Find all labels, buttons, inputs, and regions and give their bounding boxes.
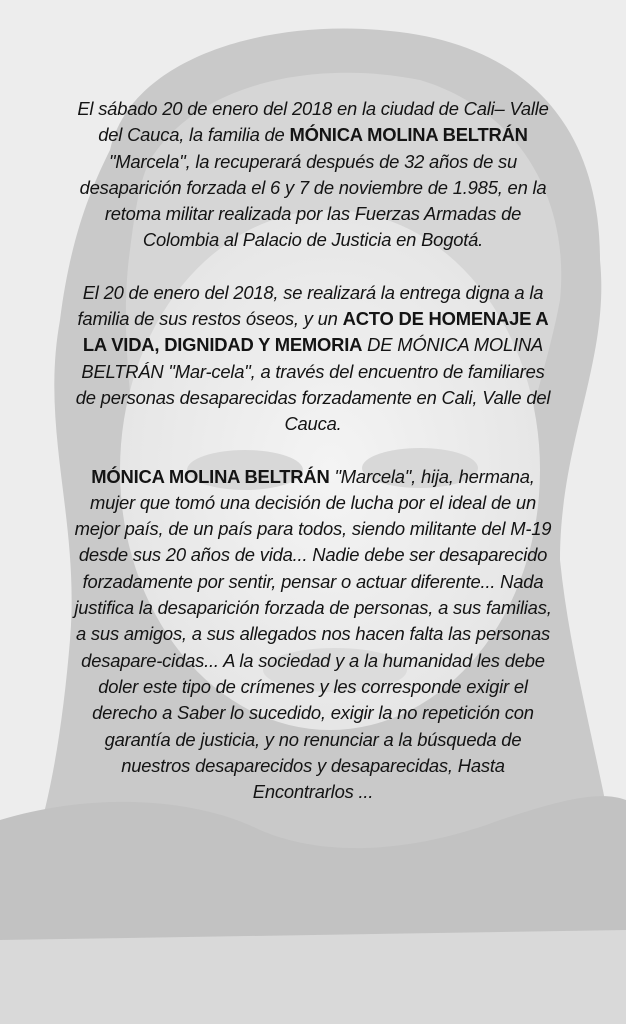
paragraph2-text-b: DE MÓNICA MOLINA BELTRÁN "Mar-cela", a través del encuentro de familiares de personas desaparecidas forzadamente en Cali, Valle del Cauca.: [75, 334, 551, 435]
paragraph3-name-bold: MÓNICA MOLINA BELTRÁN: [91, 465, 330, 487]
paragraph-announcement: [70, 96, 556, 254]
paragraph2-text-a: El 20 de enero del 2018, se realizará la entrega digna a la familia de sus restos óseos, y un: [77, 281, 544, 330]
paragraph-tribute: [70, 464, 556, 806]
paragraph3-text: "Marcela", hija, hermana, mujer que tomó una decisión de lucha por el ideal de un mejor país, de un país para todos, siendo militante del M-19 desde sus 20 años de vida... Nadie debe ser desaparecido forzadamente por sentir, pensar o actuar diferente... Nada justifica la desaparición forzada de personas, a sus familias, a sus amigos, a sus allegados nos hacen falta las personas desapare-cidas... A la sociedad y a la humanidad les debe doler este tipo de crímenes y les corresponde exigir el derecho a Saber lo sucedido, exigir la no repetición con garantía de justicia, y no renunciar a la búsqueda de nuestros desaparecidos y desaparecidas, Hasta Encontrarlos ...: [74, 465, 552, 803]
memorial-text: [70, 96, 556, 831]
paragraph1-name-bold: MÓNICA MOLINA BELTRÁN: [289, 124, 528, 146]
paragraph1-text-b: "Marcela", la recuperará después de 32 años de su desaparición forzada el 6 y 7 de noviembre de 1.985, en la retoma militar realizada por las Fuerzas Armadas de Colombia al Palacio de Justicia en Bogotá.: [79, 150, 547, 251]
paragraph1-text-a: El sábado 20 de enero del 2018 en la ciudad de Cali– Valle del Cauca, la familia de: [77, 98, 549, 146]
paragraph-ceremony: [70, 280, 556, 438]
paragraph2-event-bold: ACTO DE HOMENAJE A LA VIDA, DIGNIDAD Y MEMORIA: [82, 308, 549, 356]
